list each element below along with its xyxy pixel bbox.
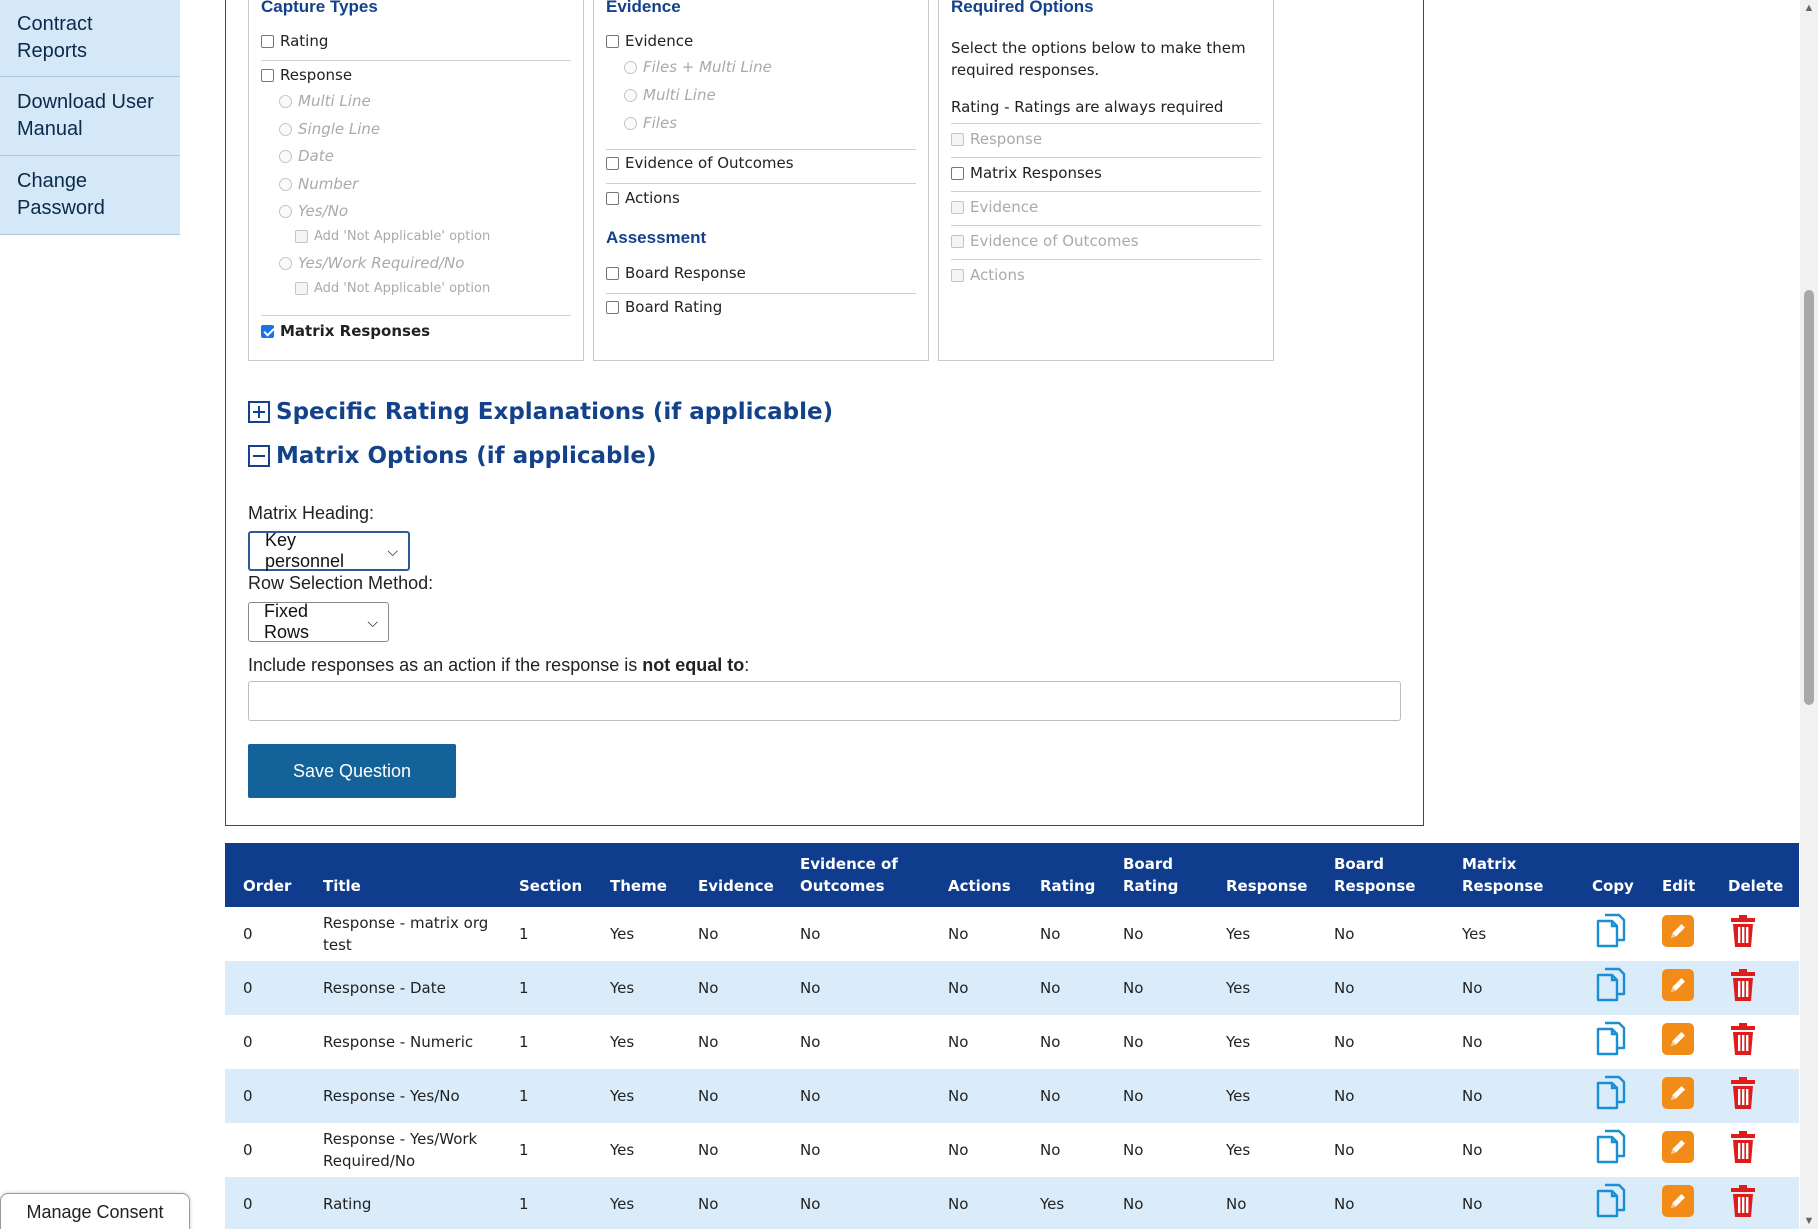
table-cell: 0	[243, 1033, 253, 1051]
table-cell: No	[1462, 1033, 1483, 1051]
table-row	[225, 1015, 1799, 1069]
table-cell: No	[948, 925, 969, 943]
copy-icon[interactable]	[1592, 966, 1630, 1010]
table-cell: 0	[225, 961, 305, 1015]
evidence-outcomes-checkbox[interactable]: Evidence of Outcomes	[606, 154, 794, 172]
multi-line-radio[interactable]: Multi Line	[279, 92, 371, 110]
table-row	[225, 907, 1799, 961]
col-theme: Theme	[592, 843, 680, 907]
col-evidence-outcomes: Evidence of Outcomes	[782, 843, 930, 907]
yes-work-no-radio[interactable]: Yes/Work Required/No	[279, 254, 464, 272]
table-cell: No	[1105, 961, 1208, 1015]
evidence-multi-line-radio[interactable]: Multi Line	[624, 86, 716, 104]
edit-icon[interactable]	[1662, 915, 1694, 953]
files-multi-radio[interactable]: Files + Multi Line	[624, 58, 772, 76]
sidebar	[0, 0, 180, 235]
rating-checkbox[interactable]: Rating	[261, 32, 328, 50]
col-order: Order	[225, 843, 305, 907]
table-row	[225, 1069, 1799, 1123]
table-cell: No	[1123, 1141, 1144, 1159]
date-radio[interactable]: Date	[279, 147, 334, 165]
table-cell: Yes	[592, 1177, 680, 1229]
table-cell: 0	[225, 1177, 305, 1229]
table-cell: No	[782, 961, 930, 1015]
edit-icon[interactable]	[1662, 1077, 1694, 1115]
table-cell: No	[1334, 1033, 1355, 1051]
table-cell: Yes	[610, 1033, 635, 1051]
table-cell: No	[698, 1033, 719, 1051]
table-cell: No	[698, 1141, 719, 1159]
scroll-up-icon[interactable]: ▲	[1803, 2, 1815, 14]
evidence-box	[593, 0, 929, 361]
table-cell: No	[1040, 1141, 1061, 1159]
table-cell: 1	[519, 1141, 529, 1159]
table-cell: Yes	[1208, 961, 1316, 1015]
col-response: Response	[1208, 843, 1316, 907]
delete-icon[interactable]	[1728, 1184, 1758, 1224]
table-cell: Yes	[610, 1141, 635, 1159]
table-cell: No	[680, 1069, 782, 1123]
copy-icon[interactable]	[1592, 1182, 1630, 1226]
copy-icon[interactable]	[1592, 1020, 1630, 1064]
table-cell: Rating	[305, 1177, 501, 1229]
table-cell: No	[1316, 1069, 1444, 1123]
table-cell: Yes	[1462, 925, 1487, 943]
expand-icon	[248, 401, 270, 423]
table-row	[225, 1123, 1799, 1177]
required-options-title: Required Options	[951, 0, 1094, 16]
required-options-box	[938, 0, 1274, 361]
required-matrix-checkbox[interactable]: Matrix Responses	[951, 164, 1102, 182]
table-cell: No	[1123, 1033, 1144, 1051]
table-cell: Yes	[1022, 1177, 1105, 1229]
delete-icon[interactable]	[1728, 1076, 1758, 1116]
evidence-title: Evidence	[606, 0, 681, 16]
sidebar-item-contract-reports[interactable]: Contract Reports	[0, 0, 180, 77]
delete-icon[interactable]	[1728, 1022, 1758, 1062]
add-na-checkbox-2[interactable]: Add 'Not Applicable' option	[295, 281, 490, 296]
save-question-button[interactable]: Save Question	[248, 744, 456, 798]
table-cell: No	[948, 1033, 969, 1051]
col-delete: Delete	[1710, 843, 1799, 907]
table-cell: 0	[243, 925, 253, 943]
col-title: Title	[305, 843, 501, 907]
table-cell: No	[1316, 1177, 1444, 1229]
table-cell: Yes	[1226, 1141, 1251, 1159]
col-rating: Rating	[1022, 843, 1105, 907]
questions-table	[225, 843, 1799, 1229]
table-cell: No	[1334, 1141, 1355, 1159]
question-form-panel	[225, 0, 1424, 826]
required-response-checkbox[interactable]: Response	[951, 130, 1042, 148]
chevron-down-icon: ⌵	[367, 613, 378, 630]
sidebar-item-download-manual[interactable]: Download User Manual	[0, 77, 180, 156]
table-cell: No	[1123, 925, 1144, 943]
specific-rating-toggle[interactable]: Specific Rating Explanations (if applicable)	[248, 399, 833, 425]
board-rating-checkbox[interactable]: Board Rating	[606, 298, 722, 316]
table-cell: No	[1444, 1069, 1574, 1123]
matrix-options-toggle[interactable]: Matrix Options (if applicable)	[248, 443, 656, 469]
table-cell: No	[948, 1141, 969, 1159]
col-matrix-response: Matrix Response	[1444, 843, 1574, 907]
assessment-title: Assessment	[606, 228, 707, 247]
table-cell: Yes	[1208, 1069, 1316, 1123]
table-cell: No	[1316, 961, 1444, 1015]
col-evidence: Evidence	[680, 843, 782, 907]
add-na-checkbox-1[interactable]: Add 'Not Applicable' option	[295, 229, 490, 244]
edit-icon[interactable]	[1662, 969, 1694, 1007]
table-cell: No	[800, 1033, 821, 1051]
col-board-rating: Board Rating	[1105, 843, 1208, 907]
edit-icon[interactable]	[1662, 1131, 1694, 1169]
actions-checkbox[interactable]: Actions	[606, 189, 680, 207]
required-actions-checkbox[interactable]: Actions	[951, 266, 1025, 284]
copy-icon[interactable]	[1592, 1128, 1630, 1172]
table-cell: Response - Date	[305, 961, 501, 1015]
row-selection-select[interactable]: Fixed Rows ⌵	[248, 602, 389, 642]
table-cell: No	[782, 1069, 930, 1123]
table-cell: No	[782, 1177, 930, 1229]
table-cell: No	[1022, 1069, 1105, 1123]
copy-icon[interactable]	[1592, 1074, 1630, 1118]
board-response-checkbox[interactable]: Board Response	[606, 264, 746, 282]
matrix-heading-label: Matrix Heading:	[248, 503, 375, 523]
manage-consent-button[interactable]: Manage Consent	[0, 1193, 190, 1229]
table-cell: No	[698, 925, 719, 943]
scrollbar[interactable]	[1800, 0, 1818, 1229]
table-cell: Yes	[592, 1069, 680, 1123]
edit-icon[interactable]	[1662, 1185, 1694, 1223]
include-responses-label: Include responses as an action if the response is not equal to:	[248, 655, 750, 675]
table-cell: 0	[243, 1141, 253, 1159]
table-cell: Yes	[610, 925, 635, 943]
table-cell: 1	[501, 961, 592, 1015]
copy-icon[interactable]	[1592, 912, 1630, 956]
chevron-down-icon: ⌵	[387, 542, 398, 559]
table-cell: 0	[225, 1069, 305, 1123]
capture-types-box	[248, 0, 584, 361]
evidence-checkbox[interactable]: Evidence	[606, 32, 693, 50]
table-cell: No	[1105, 1069, 1208, 1123]
table-cell: 1	[501, 1069, 592, 1123]
table-cell: No	[1462, 1141, 1483, 1159]
table-cell: No	[800, 925, 821, 943]
col-actions: Actions	[930, 843, 1022, 907]
table-cell: No	[680, 1177, 782, 1229]
required-evidence-outcomes-checkbox[interactable]: Evidence of Outcomes	[951, 232, 1139, 250]
scroll-thumb[interactable]	[1804, 290, 1814, 705]
files-radio[interactable]: Files	[624, 114, 677, 132]
table-cell: No	[680, 961, 782, 1015]
table-cell: Response - Yes/Work Required/No	[323, 1130, 478, 1170]
sidebar-item-change-password[interactable]: Change Password	[0, 156, 180, 235]
table-row	[225, 961, 1799, 1015]
table-cell: No	[1105, 1177, 1208, 1229]
matrix-responses-checkbox[interactable]: Matrix Responses	[261, 322, 430, 340]
col-board-response: Board Response	[1316, 843, 1444, 907]
table-cell: Yes	[1226, 1033, 1251, 1051]
rating-required-note: Rating - Ratings are always required	[951, 98, 1224, 116]
table-cell: No	[1040, 1033, 1061, 1051]
required-description: Select the options below to make them required responses.	[951, 39, 1246, 79]
table-row	[225, 1177, 1799, 1229]
number-radio[interactable]: Number	[279, 175, 358, 193]
table-cell: Yes	[592, 961, 680, 1015]
table-cell: No	[1022, 961, 1105, 1015]
edit-icon[interactable]	[1662, 1023, 1694, 1061]
col-copy: Copy	[1574, 843, 1644, 907]
row-selection-label: Row Selection Method:	[248, 573, 434, 593]
delete-icon[interactable]	[1728, 1130, 1758, 1170]
delete-icon[interactable]	[1728, 914, 1758, 954]
table-cell: 1	[519, 925, 529, 943]
table-cell: Response - Yes/No	[305, 1069, 501, 1123]
matrix-heading-select[interactable]: Key personnel ⌵	[248, 531, 410, 571]
delete-icon[interactable]	[1728, 968, 1758, 1008]
table-cell: No	[1208, 1177, 1316, 1229]
col-section: Section	[501, 843, 592, 907]
table-cell: No	[1334, 925, 1355, 943]
table-cell: Yes	[1226, 925, 1251, 943]
collapse-icon	[248, 445, 270, 467]
capture-types-title: Capture Types	[261, 0, 378, 16]
col-edit: Edit	[1644, 843, 1710, 907]
table-cell: Response - matrix org test	[323, 914, 489, 954]
scroll-down-icon[interactable]: ▼	[1803, 1215, 1815, 1227]
table-header-row	[225, 843, 1799, 907]
yes-no-radio[interactable]: Yes/No	[279, 202, 348, 220]
table-cell: No	[1444, 961, 1574, 1015]
table-cell: 1	[501, 1177, 592, 1229]
not-equal-to-input[interactable]	[248, 681, 1401, 721]
table-cell: No	[1444, 1177, 1574, 1229]
table-cell: 1	[519, 1033, 529, 1051]
table-cell: No	[800, 1141, 821, 1159]
required-evidence-checkbox[interactable]: Evidence	[951, 198, 1038, 216]
table-cell: Response - Numeric	[323, 1033, 474, 1051]
table-cell: No	[930, 1069, 1022, 1123]
single-line-radio[interactable]: Single Line	[279, 120, 380, 138]
response-checkbox[interactable]: Response	[261, 66, 352, 84]
table-cell: No	[930, 961, 1022, 1015]
table-cell: No	[1040, 925, 1061, 943]
table-cell: No	[930, 1177, 1022, 1229]
